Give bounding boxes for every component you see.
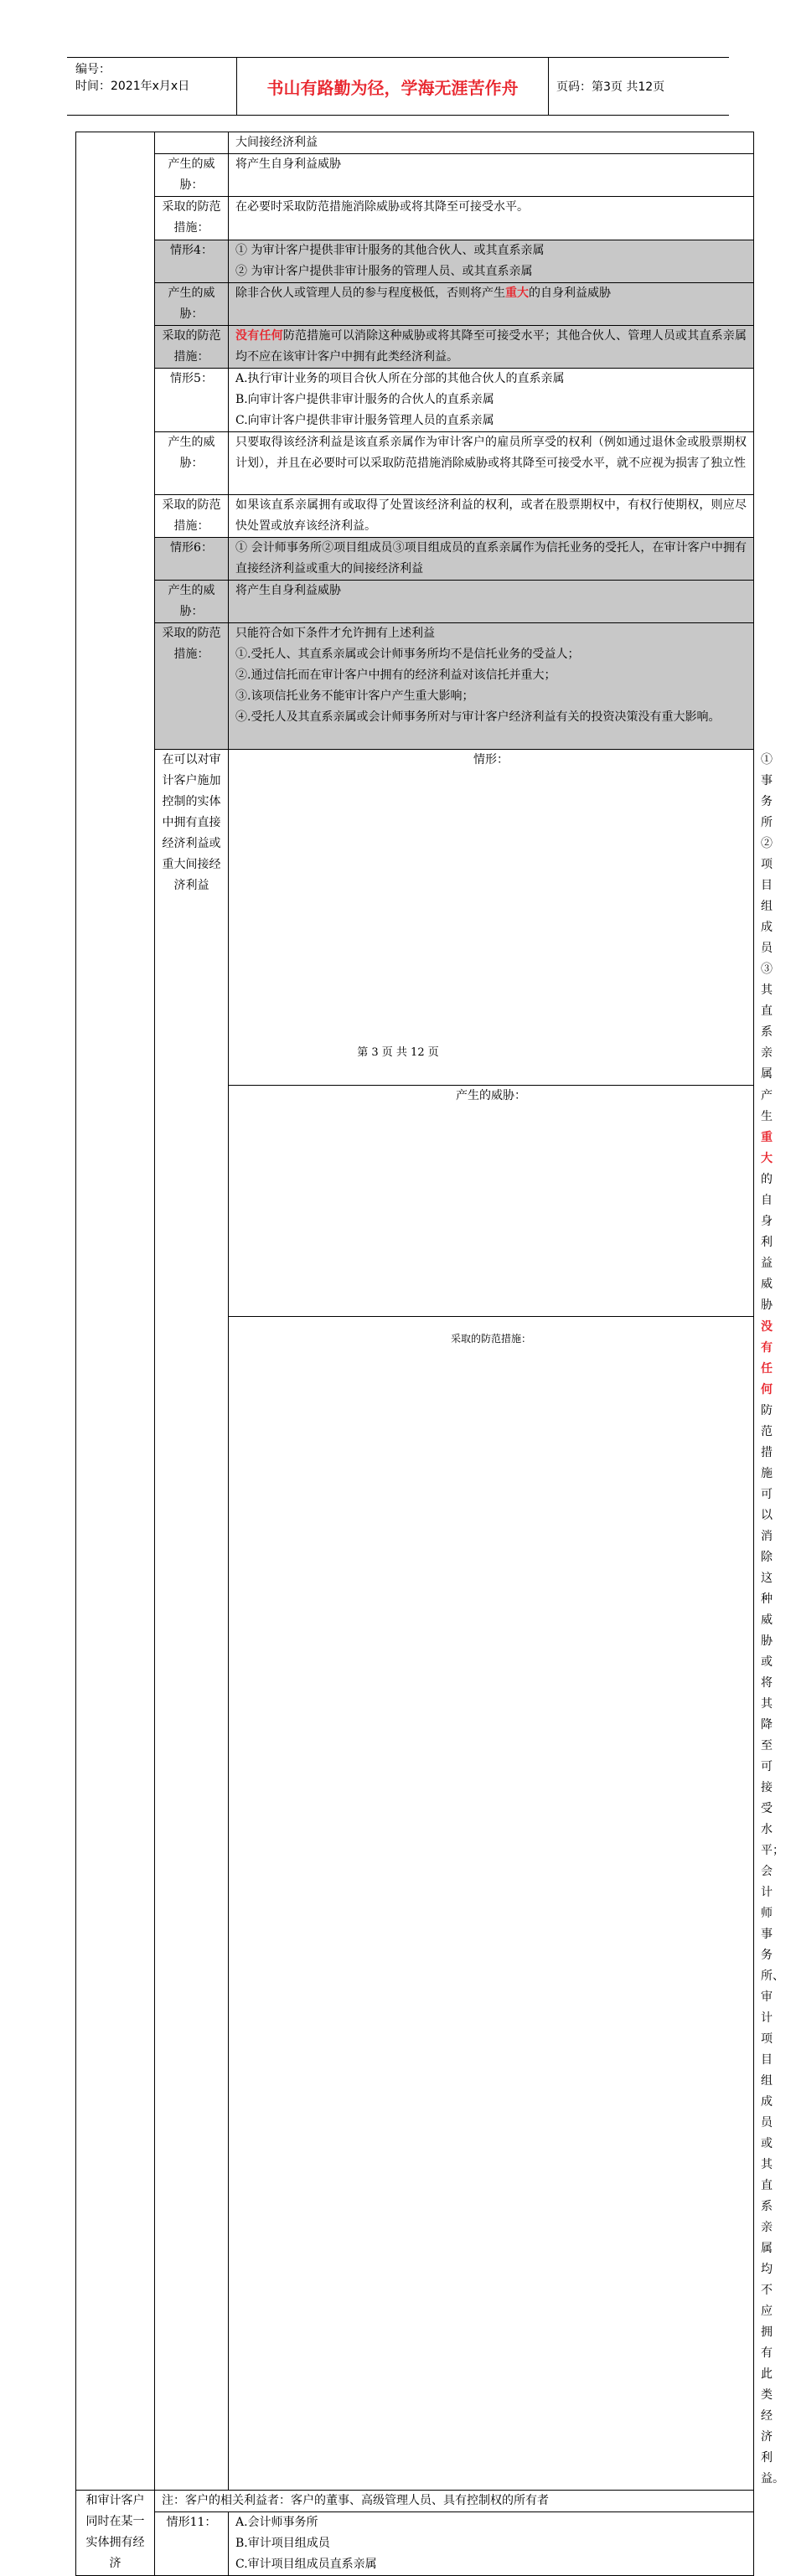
number-label: 编号： (75, 63, 111, 76)
table-cell: 大间接经济利益 (229, 132, 754, 154)
list-item: C.向审计客户提供非审计服务管理人员的直系亲属 (235, 414, 494, 427)
table-cell: 在必要时采取防范措施消除威胁或将其降至可接受水平。 (229, 197, 754, 240)
table-row (76, 240, 754, 283)
group-title: 和审计客户同时在某一实体拥有经济 (76, 2491, 155, 2576)
threat-label: 产生的威胁： (229, 1086, 754, 1317)
page-header (67, 57, 729, 116)
threat-label: 产生的威胁： (155, 154, 229, 197)
case-label: 情形： (229, 750, 754, 1086)
case4-label: 情形4： (155, 240, 229, 283)
threat-label: 产生的威胁： (155, 581, 229, 623)
table-row (76, 326, 754, 369)
emphasis-text: 没有任何 (235, 329, 283, 343)
table-cell (229, 283, 754, 326)
text-span: 产生 (761, 1089, 773, 1123)
table-row (76, 197, 754, 240)
text-span: 的自身利益威胁 (529, 287, 611, 300)
safeguard-label: 采取的防范措施： (155, 197, 229, 240)
table-cell (229, 623, 754, 750)
safeguard-label-text: 采取的防范措施： (450, 1333, 531, 1345)
text-span: 防范措施可以消除这种威胁或将其降至可接受水平；其他合伙人、管理人员或其直系亲属均不应在该审计客户中拥有此类经济利益。 (235, 329, 747, 364)
case11-label: 情形11： (155, 2512, 229, 2576)
text-span: 防范措施可以消除这种威胁或将其降至可接受水平；会计师事务所、审计项目组成员或其直系亲属均不应拥有此类经济利益。 (761, 1404, 784, 2486)
group-title: 在可以对审计客户施加控制的实体中拥有直接经济利益或重大间接经济利益 (155, 750, 229, 2491)
table-cell (229, 240, 754, 283)
threat-label: 产生的威胁： (155, 283, 229, 326)
list-item: ④.受托人及其直系亲属或会计师事务所对与审计客户经济利益有关的投资决策没有重大影响。 (235, 710, 721, 724)
table-row (76, 623, 754, 750)
table-cell (229, 326, 754, 369)
safeguard-label: 采取的防范措施： (155, 623, 229, 750)
list-item: 只能符合如下条件才允许拥有上述利益 (235, 627, 435, 640)
table-cell: 将产生自身利益威胁 (229, 581, 754, 623)
table-row: 在可以对审计客户施加控制的实体中拥有直接经济利益或重大间接经济利益 情形： ① 事务所 ② 项目组成员 ③ 其直系亲属 (76, 750, 754, 1086)
text-span: 除非合伙人或管理人员的参与程度极低，否则将产生 (235, 287, 505, 300)
list-item: ① 为审计客户提供非审计服务的其他合伙人、或其直系亲属 (235, 244, 545, 257)
table-cell: 只要取得该经济利益是该直系亲属作为审计客户的雇员所享受的权利（例如通过退休金或股票期权计划），并且在必要时可以采取防范措施消除威胁或将其降至可接受水平，就不应视为损害了独立性 (229, 432, 754, 495)
text-span: 的自身利益威胁 (761, 1173, 773, 1312)
table-row (76, 283, 754, 326)
list-item: A.执行审计业务的项目合伙人所在分部的其他合伙人的直系亲属 (235, 372, 565, 385)
safeguard-label: 采取的防范措施： (155, 495, 229, 538)
list-item: B.向审计客户提供非审计服务的合伙人的直系亲属 (235, 393, 494, 406)
list-item: ①.受托人、其直系亲属或会计师事务所均不是信托业务的受益人； (235, 648, 580, 661)
list-item: B.审计项目组成员 (235, 2537, 330, 2550)
case6-label: 情形6： (155, 538, 229, 581)
emphasis-text: 没有任何 (761, 1320, 773, 1396)
list-item: ② 为审计客户提供非审计服务的管理人员、或其直系亲属 (235, 265, 533, 278)
note-cell: 注：客户的相关利益者：客户的董事、高级管理人员、具有控制权的所有者 (155, 2491, 754, 2512)
group-cell-continued (76, 132, 155, 2491)
threat-label: 产生的威胁： (155, 432, 229, 495)
safeguard-label (229, 1317, 754, 2491)
table-cell (229, 2512, 754, 2576)
table-cell: ① 会计师事务所②项目组成员③项目组成员的直系亲属作为信托业务的受托人，在审计客户中拥有直接经济利益或重大的间接经济利益 (229, 538, 754, 581)
table-row (76, 432, 754, 495)
table-row (76, 581, 754, 623)
header-page-info: 页码：第3页 共12页 (556, 80, 665, 94)
table-cell: 将产生自身利益威胁 (229, 154, 754, 197)
case5-label: 情形5： (155, 369, 229, 432)
header-meta (67, 58, 237, 115)
emphasis-text: 重大 (761, 1131, 773, 1165)
table-row (76, 2491, 754, 2512)
list-item: C.审计项目组成员直系亲属 (235, 2558, 377, 2571)
table-cell: 如果该直系亲属拥有或取得了处置该经济利益的权利，或者在股票期权中，有权行使期权，则应尽快处置或放弃该经济利益。 (229, 495, 754, 538)
content-table (75, 132, 784, 2576)
table-cell (229, 369, 754, 432)
table-row (76, 2512, 754, 2576)
list-item: ②.通过信托而在审计客户中拥有的经济利益对该信托并重大； (235, 669, 556, 682)
header-motto: 书山有路勤为径，学海无涯苦作舟 (237, 58, 549, 115)
table-row (76, 132, 754, 154)
list-item: A.会计师事务所 (235, 2516, 318, 2529)
page-footer: 第 3 页 共 12 页 (357, 1046, 439, 1059)
table-row (76, 538, 754, 581)
time-label: 时间：2021年x月x日 (75, 80, 190, 93)
table-row (76, 495, 754, 538)
table-row (76, 369, 754, 432)
table-cell (155, 132, 229, 154)
emphasis-text: 重大 (505, 287, 529, 300)
list-item: ③.该项信托业务不能审计客户产生重大影响； (235, 689, 474, 703)
safeguard-label: 采取的防范措施： (155, 326, 229, 369)
table-row (76, 154, 754, 197)
